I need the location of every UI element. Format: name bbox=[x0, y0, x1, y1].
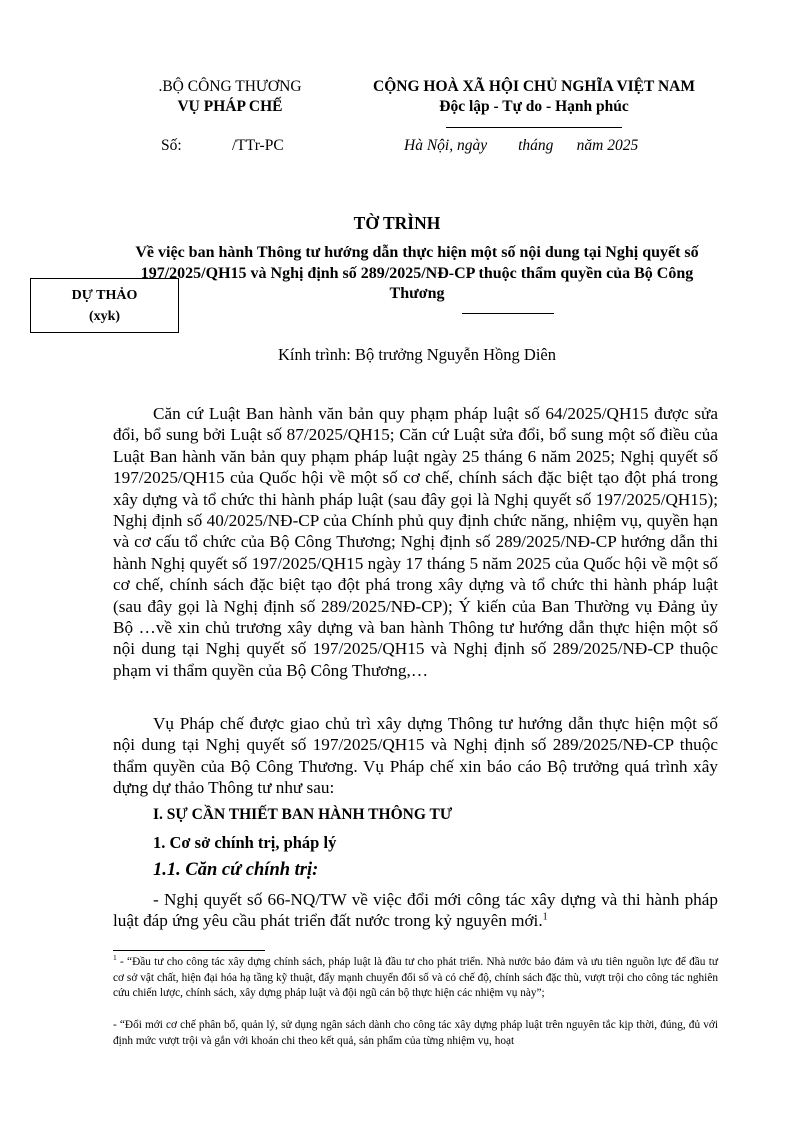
document-number-label: Số: bbox=[161, 137, 182, 154]
section-heading-political-basis: 1.1. Căn cứ chính trị: bbox=[153, 860, 319, 880]
footnote-separator bbox=[113, 950, 265, 951]
national-title-block bbox=[340, 77, 728, 117]
footnote-reference[interactable]: 1 bbox=[542, 911, 548, 923]
resolution-text: - Nghị quyết số 66-NQ/TW về việc đổi mới công tác xây dựng và thi hành pháp luật đáp ứng yêu cầu phát triển đất nước trong kỷ nguyên mới. bbox=[113, 890, 718, 931]
footnote-1 bbox=[113, 955, 718, 1002]
document-subtitle: Về việc ban hành Thông tư hướng dẫn thực hiện một số nội dung tại Nghị quyết số 197/2025/QH15 và Nghị định số 289/2025/NĐ-CP thuộc thẩm quyền của Bộ Công Thương bbox=[135, 244, 699, 302]
draft-label: DỰ THẢO bbox=[71, 288, 138, 303]
draft-code: (xyk) bbox=[88, 309, 121, 324]
document-date: Hà Nội, ngày tháng năm 2025 bbox=[404, 137, 639, 154]
footnote-1-text: - “Đầu tư cho công tác xây dựng chính sách, pháp luật là đầu tư cho phát triển. Nhà nước bảo đảm và ưu tiên nguồn lực để đầu tư cơ sở vật chất, hiện đại hóa hạ tầng kỹ thuật, đẩy mạnh chuyển đổi số và có chế độ, chính sách đặc thù, vượt trội cho công tác nghiên cứu chiến lược, chính sách, xây dựng pháp luật và đội ngũ cán bộ thực hiện các nhiệm vụ này”; bbox=[113, 956, 718, 999]
document-number-suffix: /TTr-PC bbox=[232, 137, 284, 154]
draft-stamp-box bbox=[30, 278, 179, 333]
issuing-agency-block bbox=[120, 77, 340, 117]
body-paragraph-legal-basis: Căn cứ Luật Ban hành văn bản quy phạm pháp luật số 64/2025/QH15 được sửa đổi, bổ sung bởi Luật số 87/2025/QH15; Căn cứ Luật sửa đổi, bổ sung một số điều của Luật Ban hành văn bản quy phạm pháp luật ngày 25 tháng 6 năm 2025; Nghị quyết số 197/2025/QH15 của Quốc hội về một số cơ chế, chính sách đặc biệt tạo đột phá trong xây dựng và tổ chức thi hành pháp luật (sau đây gọi là Nghị quyết số 197/2025/QH15); Nghị định số 40/2025/NĐ-CP của Chính phủ quy định chức năng, nhiệm vụ, quyền hạn và cơ cấu tổ chức của Bộ Công Thương; Nghị định số 289/2025/NĐ-CP hướng dẫn thi hành Nghị quyết số 197/2025/QH15 ngày 17 tháng 5 năm 2025 của Quốc hội về một số cơ chế, chính sách đặc biệt tạo đột phá trong xây dựng và tổ chức thi hành pháp luật (sau đây gọi là Nghị định số 289/2025/NĐ-CP); Ý kiến của Ban Thường vụ Đảng ủy Bộ …về xin chủ trương xây dựng và ban hành Thông tư hướng dẫn thực hiện một số nội dung tại Nghị quyết số 197/2025/QH15 và Nghị định số 289/2025/NĐ-CP thuộc phạm vi thẩm quyền của Bộ Công Thương,… bbox=[113, 404, 718, 680]
agency-name: .BỘ CÔNG THƯƠNG bbox=[158, 78, 302, 95]
motto: Độc lập - Tự do - Hạnh phúc bbox=[439, 98, 629, 115]
section-heading-necessity: I. SỰ CẦN THIẾT BAN HÀNH THÔNG TƯ bbox=[153, 806, 453, 823]
document-title: TỜ TRÌNH bbox=[353, 213, 441, 233]
country-name: CỘNG HOÀ XÃ HỘI CHỦ NGHĨA VIỆT NAM bbox=[373, 78, 695, 95]
body-paragraph-assignment: Vụ Pháp chế được giao chủ trì xây dựng Thông tư hướng dẫn thực hiện một số nội dung tại Nghị quyết số 197/2025/QH15 và Nghị định số 289/2025/NĐ-CP thuộc thẩm quyền của Bộ Công Thương. Vụ Pháp chế xin báo cáo Bộ trưởng quá trình xây dựng dự thảo Thông tư như sau: bbox=[113, 714, 718, 798]
subtitle-underline bbox=[462, 313, 554, 314]
body-paragraph-resolution bbox=[113, 889, 718, 932]
department-name: VỤ PHÁP CHẾ bbox=[177, 98, 283, 115]
footnote-1-continued: - “Đổi mới cơ chế phân bổ, quản lý, sử dụng ngân sách dành cho công tác xây dựng pháp luật trên nguyên tắc kịp thời, đúng, đủ với định mức vượt trội và gắn với khoán chi theo kết quả, sản phẩm của từng nhiệm vụ, hoạt bbox=[113, 1019, 718, 1047]
footnote-marker: 1 bbox=[113, 953, 117, 963]
motto-underline bbox=[446, 127, 622, 128]
recipient-line: Kính trình: Bộ trưởng Nguyễn Hồng Diên bbox=[278, 345, 556, 364]
section-heading-basis: 1. Cơ sở chính trị, pháp lý bbox=[153, 833, 337, 852]
